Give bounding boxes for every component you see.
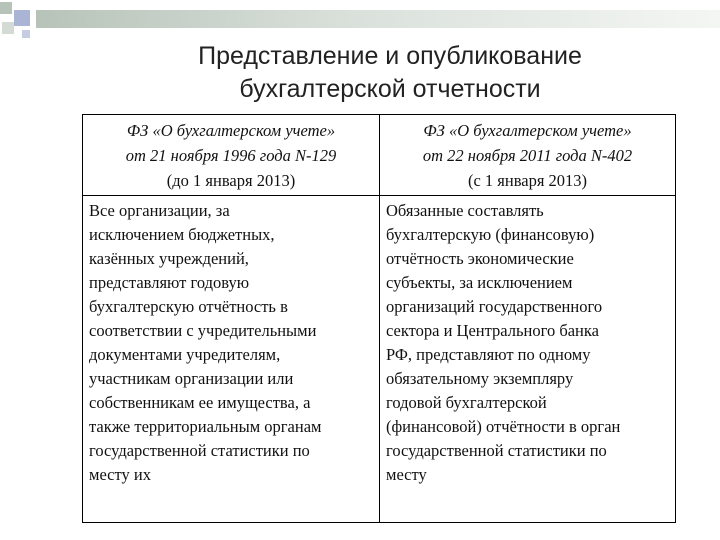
new-law-text-line: отчётность экономические	[386, 249, 574, 268]
decorative-square	[14, 10, 30, 26]
header-decoration-band	[36, 10, 720, 28]
slide-title-line-2: бухгалтерской отчетности	[239, 75, 541, 103]
new-law-text-line: РФ, представляют по одному	[386, 345, 591, 364]
old-law-text-line: бухгалтерскую отчётность в	[89, 297, 288, 316]
new-law-text-line: государственной статистики по	[386, 441, 607, 460]
old-law-text-line: собственникам ее имущества, а	[89, 393, 311, 412]
new-law-text-line: сектора и Центрального банка	[386, 321, 599, 340]
slide-title-line-1: Представление и опубликование	[198, 42, 582, 70]
new-law-text-line: месту	[386, 465, 427, 484]
old-law-text-line: исключением бюджетных,	[89, 225, 275, 244]
header-cell-new-law	[380, 115, 676, 196]
old-law-text-line: документами учредителям,	[89, 345, 281, 364]
old-law-name: ФЗ «О бухгалтерском учете»	[126, 121, 336, 140]
body-cell-new-law	[380, 196, 676, 523]
new-law-text-line: Обязанные составлять	[386, 201, 544, 220]
decorative-square	[0, 2, 12, 14]
comparison-table	[82, 114, 676, 523]
new-law-text-line: обязательному экземпляру	[386, 369, 574, 388]
body-cell-old-law	[83, 196, 380, 523]
old-law-text-line: месту их	[89, 465, 151, 484]
new-law-text-line: бухгалтерскую (финансовую)	[386, 225, 595, 244]
table-header-row	[83, 115, 676, 196]
header-cell-old-law	[83, 115, 380, 196]
new-law-text-line: (финансовой) отчётности в орган	[386, 417, 621, 436]
old-law-text-line: представляют годовую	[89, 273, 250, 292]
old-law-text-line: Все организации, за	[89, 201, 230, 220]
old-law-date: от 21 ноября 1996 года N-129	[125, 146, 337, 165]
table-body-row	[83, 196, 676, 523]
new-law-text-line: годовой бухгалтерской	[386, 393, 547, 412]
new-law-name: ФЗ «О бухгалтерском учете»	[423, 121, 632, 140]
new-law-text-line: организаций государственного	[386, 297, 603, 316]
new-law-text-line: субъекты, за исключением	[386, 273, 573, 292]
old-law-validity: (до 1 января 2013)	[166, 171, 296, 190]
old-law-text-line: участникам организации или	[89, 369, 294, 388]
old-law-text-line: соответствии с учредительными	[89, 321, 317, 340]
old-law-text-line: государственной статистики по	[89, 441, 310, 460]
new-law-validity: (с 1 января 2013)	[467, 171, 588, 190]
new-law-date: от 22 ноября 2011 года N-402	[422, 146, 633, 165]
slide-title	[100, 40, 680, 106]
old-law-text-line: казённых учреждений,	[89, 249, 249, 268]
decorative-square	[22, 30, 30, 38]
old-law-text-line: также территориальным органам	[89, 417, 322, 436]
decorative-square	[2, 22, 14, 34]
